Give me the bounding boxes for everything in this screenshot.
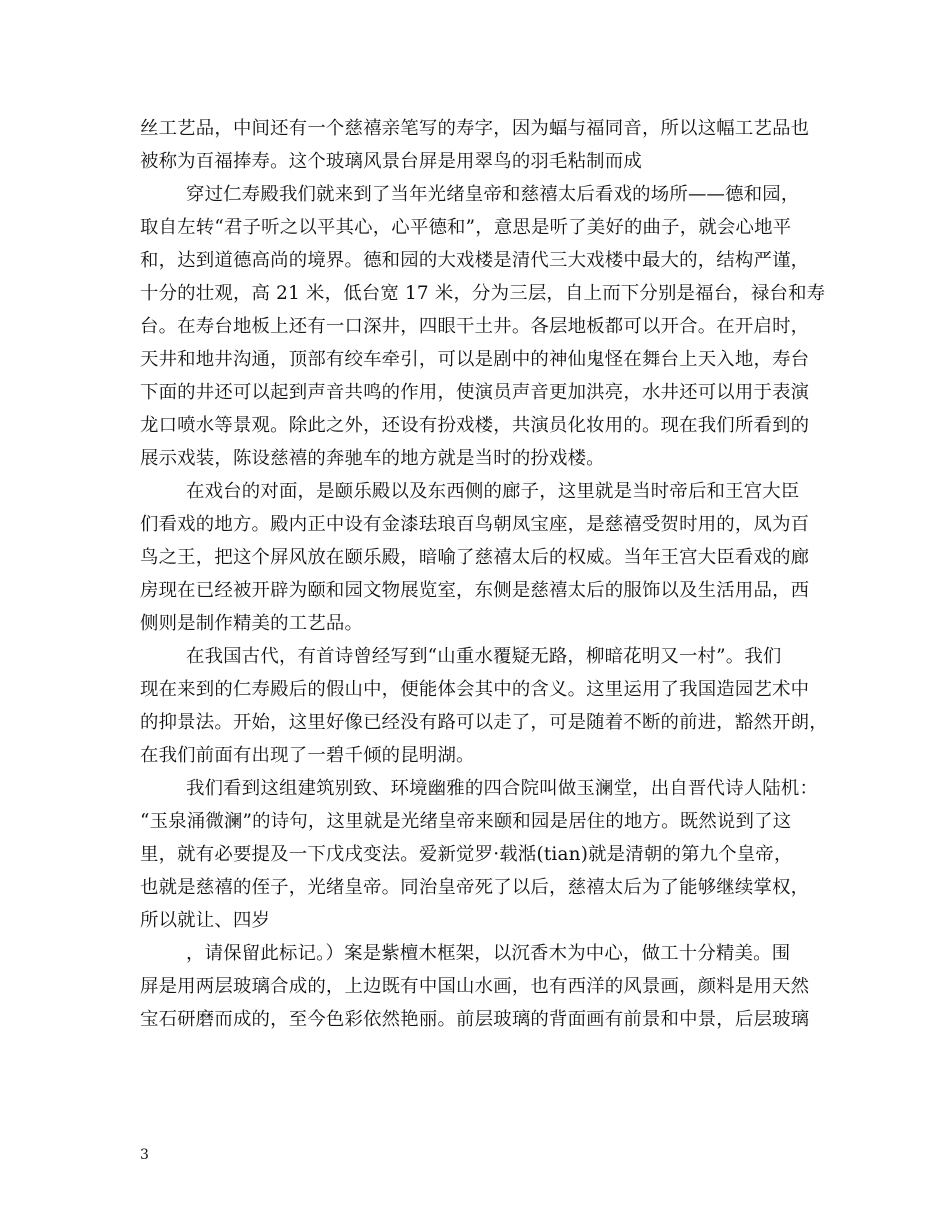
text-line: 所以就让、四岁 bbox=[140, 910, 271, 931]
text-line: ，请保留此标记。）案是紫檀木框架，以沉香木为中心，做工十分精美。围 bbox=[186, 943, 791, 964]
text-line: 在戏台的对面，是颐乐殿以及东西侧的廊子，这里就是当时帝后和王宫大臣 bbox=[186, 481, 800, 502]
text-line: 们看戏的地方。殿内正中设有金漆珐琅百鸟朝凤宝座，是慈禧受贺时用的，凤为百 bbox=[140, 514, 810, 535]
text-line: 十分的壮观，高 21 米，低台宽 17 米，分为三层，自上而下分别是福台，禄台和寿 bbox=[140, 283, 826, 304]
text-line: 屏是用两层玻璃合成的，上边既有中国山水画，也有西洋的风景画，颜料是用天然 bbox=[140, 976, 810, 997]
text-line: 龙口喷水等景观。除此之外，还设有扮戏楼，共演员化妆用的。现在我们所看到的 bbox=[140, 415, 810, 436]
text-line: 房现在已经被开辟为颐和园文物展览室，东侧是慈禧太后的服饰以及生活用品，西 bbox=[140, 580, 810, 601]
text-line: 台。在寿台地板上还有一口深井，四眼干土井。各层地板都可以开合。在开启时， bbox=[140, 316, 810, 337]
text-line: 天井和地井沟通，顶部有绞车牵引，可以是剧中的神仙鬼怪在舞台上天入地，寿台 bbox=[140, 349, 810, 370]
text-line: 在我们前面有出现了一碧千倾的昆明湖。 bbox=[140, 745, 475, 766]
text-line: 取自左转“君子听之以平其心，心平德和”，意思是听了美好的曲子，就会心地平 bbox=[140, 217, 792, 238]
body-text bbox=[140, 112, 830, 1036]
page-number: 3 bbox=[140, 1147, 149, 1163]
text-line: 鸟之王，把这个屏风放在颐乐殿，暗喻了慈禧太后的权威。当年王宫大臣看戏的廊 bbox=[140, 547, 810, 568]
text-line: 展示戏装，陈设慈禧的奔驰车的地方就是当时的扮戏楼。 bbox=[140, 448, 605, 469]
text-line: 现在来到的仁寿殿后的假山中，便能体会其中的含义。这里运用了我国造园艺术中 bbox=[140, 679, 810, 700]
text-line: 宝石研磨而成的，至今色彩依然艳丽。前层玻璃的背面画有前景和中景，后层玻璃 bbox=[140, 1009, 810, 1030]
text-line: 丝工艺品，中间还有一个慈禧亲笔写的寿字，因为蝠与福同音，所以这幅工艺品也 bbox=[140, 118, 810, 139]
text-line: 我们看到这组建筑别致、环境幽雅的四合院叫做玉澜堂，出自晋代诗人陆机： bbox=[186, 778, 819, 799]
text-line: 里，就有必要提及一下戊戌变法。爱新觉罗·载湉(tian)就是清朝的第九个皇帝， bbox=[140, 844, 793, 865]
text-line: 在我国古代，有首诗曾经写到“山重水覆疑无路，柳暗花明又一村”。我们 bbox=[186, 646, 782, 667]
text-line: 和，达到道德高尚的境界。德和园的大戏楼是清代三大戏楼中最大的，结构严谨， bbox=[140, 250, 810, 271]
text-line: 穿过仁寿殿我们就来到了当年光绪皇帝和慈禧太后看戏的场所——德和园， bbox=[186, 184, 800, 205]
text-line: “玉泉涌微澜”的诗句，这里就是光绪皇帝来颐和园是居住的地方。既然说到了这 bbox=[140, 811, 792, 832]
text-line: 的抑景法。开始，这里好像已经没有路可以走了，可是随着不断的前进，豁然开朗， bbox=[140, 712, 828, 733]
text-line: 被称为百福捧寿。这个玻璃风景台屏是用翠鸟的羽毛粘制而成 bbox=[140, 151, 642, 172]
text-line: 侧则是制作精美的工艺品。 bbox=[140, 613, 364, 634]
text-line: 下面的井还可以起到声音共鸣的作用，使演员声音更加洪亮，水井还可以用于表演 bbox=[140, 382, 810, 403]
text-line: 也就是慈禧的侄子，光绪皇帝。同治皇帝死了以后，慈禧太后为了能够继续掌权， bbox=[140, 877, 810, 898]
